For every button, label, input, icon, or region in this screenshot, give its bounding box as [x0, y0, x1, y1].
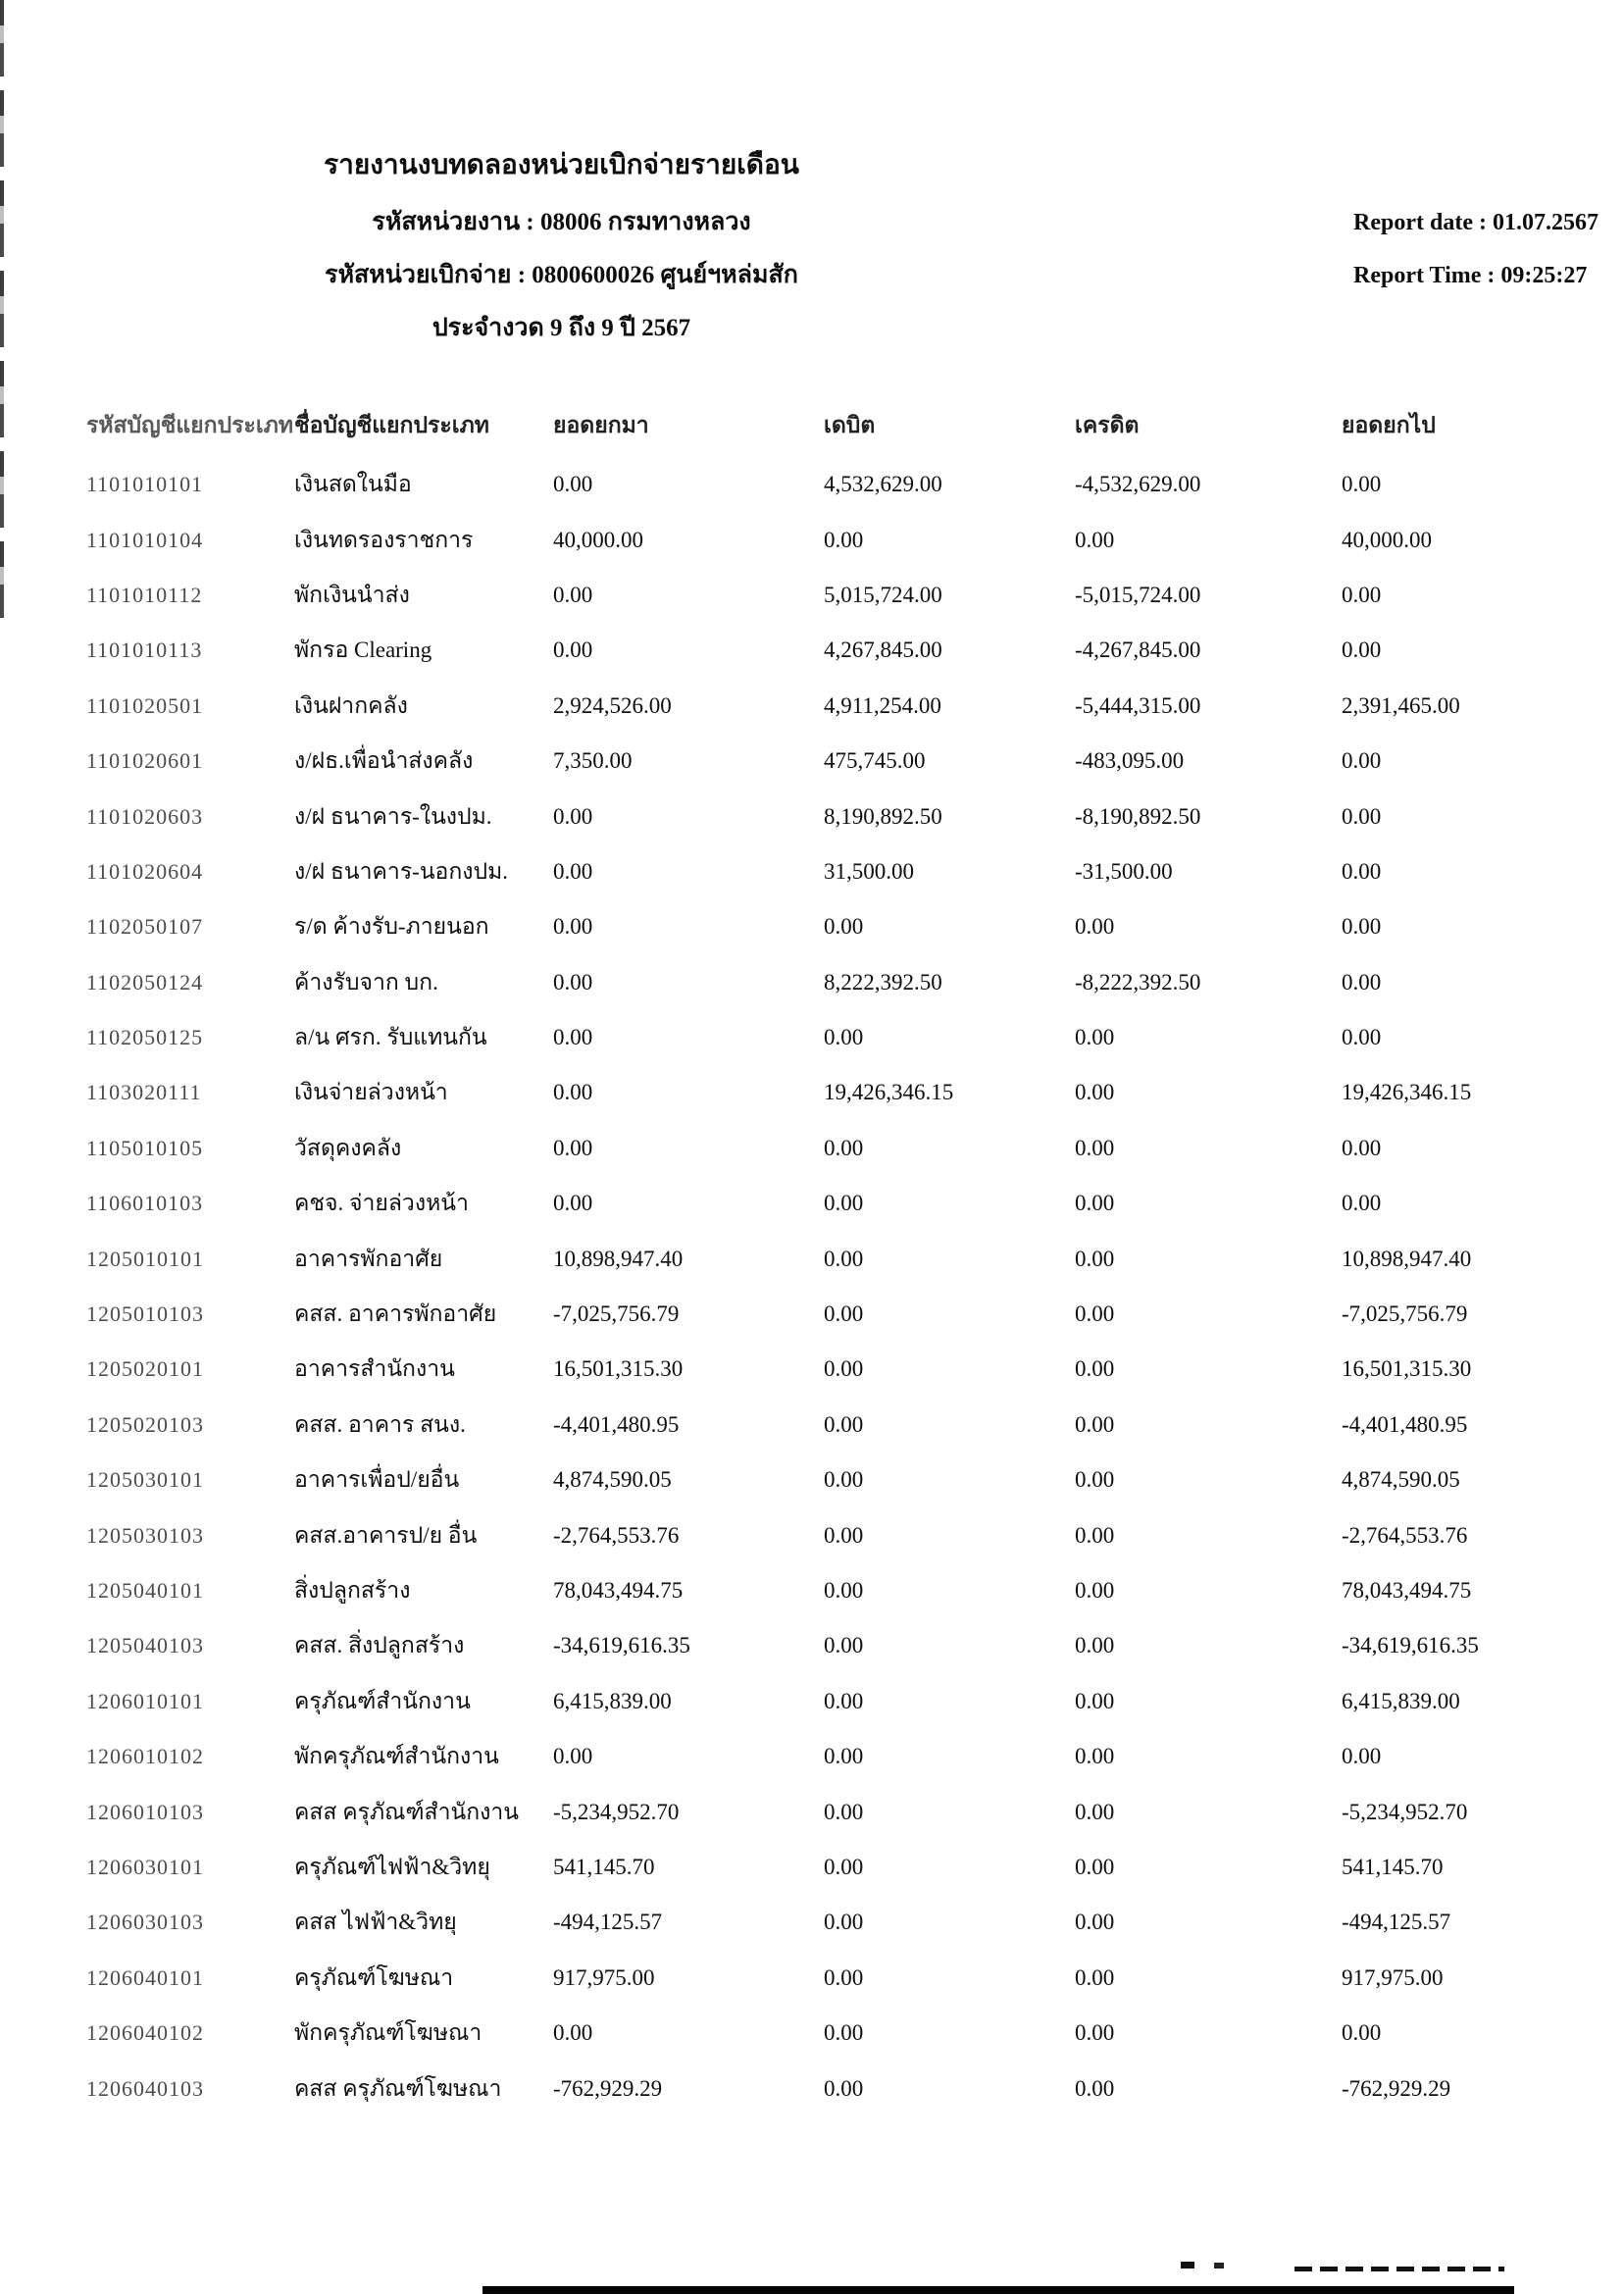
debit-cell: 0.00: [824, 1135, 864, 1160]
credit-cell: 0.00: [1075, 1191, 1115, 1216]
account-code-cell: 1101020604: [86, 858, 204, 884]
credit-cell: 0.00: [1075, 2075, 1115, 2101]
debit-cell: 0.00: [824, 1025, 864, 1050]
column-header: ชื่อบัญชีแยกประเภท: [294, 413, 489, 437]
account-code-cell: 1102050107: [86, 914, 204, 940]
account-name-cell: พักครุภัณฑ์สำนักงาน: [294, 1744, 499, 1769]
carried-forward-cell: -4,401,480.95: [1342, 1411, 1468, 1437]
brought-forward-cell: 0.00: [553, 472, 593, 497]
debit-cell: 0.00: [824, 1301, 864, 1327]
account-name-cell: อาคารเพื่อป/ยอื่น: [294, 1467, 460, 1493]
account-name-cell: เงินทดรองราชการ: [294, 527, 474, 552]
table-row: [86, 1342, 1577, 1397]
account-code-cell: 1101010112: [86, 582, 203, 607]
brought-forward-cell: 0.00: [553, 1025, 593, 1050]
carried-forward-cell: -762,929.29: [1342, 2075, 1451, 2101]
credit-cell: -4,267,845.00: [1075, 637, 1201, 663]
carried-forward-cell: -2,764,553.76: [1342, 1522, 1468, 1548]
carried-forward-cell: 0.00: [1342, 1744, 1382, 1769]
debit-cell: 0.00: [824, 1246, 864, 1271]
brought-forward-cell: -2,764,553.76: [553, 1522, 680, 1548]
debit-cell: 5,015,724.00: [824, 582, 942, 607]
debit-cell: 19,426,346.15: [824, 1080, 954, 1105]
account-name-cell: พักรอ Clearing: [294, 637, 432, 663]
carried-forward-cell: 917,975.00: [1342, 1964, 1444, 1990]
carried-forward-cell: 0.00: [1342, 582, 1382, 607]
table-row: [86, 1563, 1577, 1618]
carried-forward-cell: 10,898,947.40: [1342, 1246, 1472, 1271]
credit-cell: -8,222,392.50: [1075, 969, 1201, 994]
account-code-cell: 1205030101: [86, 1467, 204, 1493]
account-code-cell: 1206040101: [86, 1964, 204, 1990]
account-name-cell: คสส ครุภัณฑ์โฆษณา: [294, 2075, 502, 2101]
brought-forward-cell: 40,000.00: [553, 527, 643, 552]
debit-cell: 31,500.00: [824, 858, 914, 884]
account-name-cell: วัสดุคงคลัง: [294, 1135, 402, 1160]
credit-cell: 0.00: [1075, 1799, 1115, 1824]
carried-forward-cell: 2,391,465.00: [1342, 692, 1460, 718]
scan-artifact-speck: [1214, 2263, 1224, 2269]
account-code-cell: 1205040101: [86, 1578, 204, 1603]
account-name-cell: คสส ไฟฟ้า&วิทยุ: [294, 1910, 457, 1935]
account-code-cell: 1102050125: [86, 1025, 204, 1050]
credit-cell: 0.00: [1075, 1964, 1115, 1990]
account-code-cell: 1205010101: [86, 1246, 204, 1271]
debit-cell: 0.00: [824, 527, 864, 552]
credit-cell: -5,444,315.00: [1075, 692, 1201, 718]
table-row: [86, 1121, 1577, 1176]
table-row: [86, 899, 1577, 954]
table-header-row: [86, 394, 1577, 457]
column-header: เครดิต: [1075, 413, 1140, 437]
table-row: [86, 955, 1577, 1010]
table-row: [86, 1840, 1577, 1895]
account-code-cell: 1205020101: [86, 1356, 204, 1382]
table-row: [86, 1729, 1577, 1784]
debit-cell: 0.00: [824, 1467, 864, 1493]
account-code-cell: 1206010103: [86, 1799, 204, 1824]
account-code-cell: 1206010101: [86, 1688, 204, 1713]
debit-cell: 475,745.00: [824, 748, 926, 774]
brought-forward-cell: 541,145.70: [553, 1854, 655, 1879]
account-name-cell: ครุภัณฑ์โฆษณา: [294, 1964, 454, 1990]
credit-cell: 0.00: [1075, 1467, 1115, 1493]
brought-forward-cell: -494,125.57: [553, 1910, 663, 1935]
brought-forward-cell: 0.00: [553, 1135, 593, 1160]
carried-forward-cell: 0.00: [1342, 1191, 1382, 1216]
credit-cell: 0.00: [1075, 1633, 1115, 1658]
account-name-cell: ครุภัณฑ์สำนักงาน: [294, 1688, 471, 1713]
account-code-cell: 1106010103: [86, 1191, 204, 1216]
account-code-cell: 1101020601: [86, 748, 204, 774]
brought-forward-cell: -5,234,952.70: [553, 1799, 680, 1824]
debit-cell: 4,911,254.00: [824, 692, 941, 718]
account-name-cell: คสส. อาคารพักอาศัย: [294, 1301, 497, 1327]
brought-forward-cell: 0.00: [553, 803, 593, 829]
table-row: [86, 457, 1577, 512]
account-name-cell: คสส. อาคาร สนง.: [294, 1411, 466, 1437]
carried-forward-cell: -34,619,616.35: [1342, 1633, 1479, 1658]
account-name-cell: ง/ฝ ธนาคาร-ในงปม.: [294, 803, 492, 829]
brought-forward-cell: 7,350.00: [553, 748, 633, 774]
table-row: [86, 1176, 1577, 1231]
debit-cell: 4,532,629.00: [824, 472, 942, 497]
carried-forward-cell: -7,025,756.79: [1342, 1301, 1468, 1327]
brought-forward-cell: 4,874,590.05: [553, 1467, 672, 1493]
carried-forward-cell: 0.00: [1342, 2020, 1382, 2046]
debit-cell: 0.00: [824, 1910, 864, 1935]
table-row: [86, 512, 1577, 567]
account-code-cell: 1206040102: [86, 2020, 204, 2046]
account-code-cell: 1205010103: [86, 1301, 204, 1327]
credit-cell: -8,190,892.50: [1075, 803, 1201, 829]
credit-cell: 0.00: [1075, 1744, 1115, 1769]
credit-cell: 0.00: [1075, 1854, 1115, 1879]
carried-forward-cell: 40,000.00: [1342, 527, 1432, 552]
account-code-cell: 1205030103: [86, 1522, 204, 1548]
credit-cell: -5,015,724.00: [1075, 582, 1201, 607]
debit-cell: 0.00: [824, 1356, 864, 1382]
column-header: ยอดยกมา: [553, 413, 649, 437]
carried-forward-cell: 541,145.70: [1342, 1854, 1444, 1879]
table-row: [86, 2061, 1577, 2116]
credit-cell: -31,500.00: [1075, 858, 1173, 884]
table-row: [86, 1507, 1577, 1562]
account-name-cell: ง/ฝ ธนาคาร-นอกงปม.: [294, 858, 509, 884]
table-row: [86, 1065, 1577, 1120]
report-agency-line: รหัสหน่วยงาน : 08006 กรมทางหลวง: [372, 209, 751, 235]
table-row: [86, 623, 1577, 678]
brought-forward-cell: 78,043,494.75: [553, 1578, 684, 1603]
report-period-line: ประจำงวด 9 ถึง 9 ปี 2567: [431, 315, 691, 341]
table-body: [86, 457, 1577, 2116]
account-name-cell: เงินฝากคลัง: [294, 692, 408, 718]
credit-cell: 0.00: [1075, 1411, 1115, 1437]
account-name-cell: ค้างรับจาก บก.: [294, 969, 438, 994]
brought-forward-cell: -34,619,616.35: [553, 1633, 690, 1658]
debit-cell: 0.00: [824, 914, 864, 940]
scan-artifact-bottom-bar: [482, 2286, 1514, 2294]
account-name-cell: ล/น ศรก. รับแทนกัน: [294, 1025, 487, 1050]
table-row: [86, 734, 1577, 789]
credit-cell: 0.00: [1075, 527, 1115, 552]
table-row: [86, 1398, 1577, 1453]
credit-cell: -483,095.00: [1075, 748, 1185, 774]
account-name-cell: คสส.อาคารป/ย อื่น: [294, 1522, 478, 1548]
debit-cell: 0.00: [824, 1799, 864, 1824]
account-code-cell: 1205020103: [86, 1411, 204, 1437]
carried-forward-cell: 0.00: [1342, 914, 1382, 940]
brought-forward-cell: 0.00: [553, 858, 593, 884]
table-row: [86, 1231, 1577, 1286]
brought-forward-cell: 16,501,315.30: [553, 1356, 684, 1382]
scan-artifact-speck: [1181, 2262, 1194, 2269]
account-name-cell: เงินสดในมือ: [294, 472, 412, 497]
account-name-cell: คสส. สิ่งปลูกสร้าง: [294, 1633, 465, 1658]
table-row: [86, 1784, 1577, 1839]
carried-forward-cell: 0.00: [1342, 858, 1382, 884]
account-name-cell: อาคารสำนักงาน: [294, 1356, 455, 1382]
trial-balance-table: [86, 394, 1577, 2116]
table-row: [86, 2006, 1577, 2061]
table-row: [86, 1895, 1577, 1950]
account-name-cell: คสส ครุภัณฑ์สำนักงาน: [294, 1799, 520, 1824]
carried-forward-cell: 78,043,494.75: [1342, 1578, 1472, 1603]
table-row: [86, 1951, 1577, 2006]
carried-forward-cell: 0.00: [1342, 1025, 1382, 1050]
account-code-cell: 1102050124: [86, 969, 204, 994]
credit-cell: -4,532,629.00: [1075, 472, 1201, 497]
credit-cell: 0.00: [1075, 1080, 1115, 1105]
credit-cell: 0.00: [1075, 1301, 1115, 1327]
carried-forward-cell: 16,501,315.30: [1342, 1356, 1472, 1382]
debit-cell: 0.00: [824, 1191, 864, 1216]
debit-cell: 0.00: [824, 1633, 864, 1658]
credit-cell: 0.00: [1075, 914, 1115, 940]
account-name-cell: อาคารพักอาศัย: [294, 1246, 443, 1271]
column-header: เดบิต: [824, 413, 876, 437]
carried-forward-cell: 0.00: [1342, 637, 1382, 663]
brought-forward-cell: 0.00: [553, 582, 593, 607]
carried-forward-cell: 19,426,346.15: [1342, 1080, 1472, 1105]
brought-forward-cell: 0.00: [553, 969, 593, 994]
credit-cell: 0.00: [1075, 1356, 1115, 1382]
credit-cell: 0.00: [1075, 2020, 1115, 2046]
credit-cell: 0.00: [1075, 1025, 1115, 1050]
debit-cell: 4,267,845.00: [824, 637, 942, 663]
brought-forward-cell: 0.00: [553, 1191, 593, 1216]
carried-forward-cell: 6,415,839.00: [1342, 1688, 1460, 1713]
debit-cell: 0.00: [824, 1854, 864, 1879]
account-name-cell: สิ่งปลูกสร้าง: [294, 1578, 411, 1603]
account-name-cell: คชจ. จ่ายล่วงหน้า: [294, 1191, 469, 1216]
brought-forward-cell: 10,898,947.40: [553, 1246, 684, 1271]
account-code-cell: 1105010105: [86, 1135, 204, 1160]
account-code-cell: 1101020501: [86, 692, 204, 718]
account-code-cell: 1101020603: [86, 803, 204, 829]
brought-forward-cell: 917,975.00: [553, 1964, 655, 1990]
carried-forward-cell: 0.00: [1342, 472, 1382, 497]
table-row: [86, 1010, 1577, 1065]
credit-cell: 0.00: [1075, 1135, 1115, 1160]
brought-forward-cell: -762,929.29: [553, 2075, 663, 2101]
account-code-cell: 1205040103: [86, 1633, 204, 1658]
credit-cell: 0.00: [1075, 1910, 1115, 1935]
account-code-cell: 1206010102: [86, 1744, 204, 1769]
carried-forward-cell: -494,125.57: [1342, 1910, 1451, 1935]
account-name-cell: ครุภัณฑ์ไฟฟ้า&วิทยุ: [294, 1854, 490, 1879]
account-code-cell: 1101010104: [86, 527, 204, 552]
account-name-cell: ง/ฝธ.เพื่อนำส่งคลัง: [294, 748, 474, 774]
scan-artifact-speck: [1294, 2267, 1504, 2271]
debit-cell: 0.00: [824, 1578, 864, 1603]
table-row: [86, 1453, 1577, 1507]
carried-forward-cell: 0.00: [1342, 969, 1382, 994]
debit-cell: 0.00: [824, 2020, 864, 2046]
debit-cell: 0.00: [824, 1411, 864, 1437]
account-name-cell: พักครุภัณฑ์โฆษณา: [294, 2020, 482, 2046]
brought-forward-cell: 0.00: [553, 2020, 593, 2046]
table-row: [86, 1287, 1577, 1342]
carried-forward-cell: -5,234,952.70: [1342, 1799, 1468, 1824]
report-date: Report date : 01.07.2567: [1353, 210, 1599, 235]
carried-forward-cell: 0.00: [1342, 748, 1382, 774]
brought-forward-cell: 6,415,839.00: [553, 1688, 672, 1713]
debit-cell: 8,190,892.50: [824, 803, 942, 829]
table-row: [86, 1618, 1577, 1673]
account-code-cell: 1206030101: [86, 1854, 204, 1879]
account-code-cell: 1103020111: [86, 1080, 202, 1105]
brought-forward-cell: 0.00: [553, 914, 593, 940]
carried-forward-cell: 0.00: [1342, 1135, 1382, 1160]
brought-forward-cell: -7,025,756.79: [553, 1301, 680, 1327]
brought-forward-cell: 0.00: [553, 1080, 593, 1105]
debit-cell: 8,222,392.50: [824, 969, 942, 994]
table-row: [86, 844, 1577, 899]
account-name-cell: พักเงินนำส่ง: [294, 582, 410, 607]
credit-cell: 0.00: [1075, 1246, 1115, 1271]
account-code-cell: 1206030103: [86, 1910, 204, 1935]
account-name-cell: ร/ด ค้างรับ-ภายนอก: [294, 914, 489, 940]
table-row: [86, 789, 1577, 843]
table-row: [86, 679, 1577, 734]
account-code-cell: 1101010101: [86, 472, 204, 497]
account-code-cell: 1206040103: [86, 2075, 204, 2101]
report-time: Report Time : 09:25:27: [1353, 263, 1588, 288]
debit-cell: 0.00: [824, 2075, 864, 2101]
report-unit-line: รหัสหน่วยเบิกจ่าย : 0800600026 ศูนย์ฯหล่มสัก: [325, 262, 798, 288]
debit-cell: 0.00: [824, 1744, 864, 1769]
brought-forward-cell: 2,924,526.00: [553, 692, 672, 718]
account-code-cell: 1101010113: [86, 637, 203, 663]
report-title: รายงานงบทดลองหน่วยเบิกจ่ายรายเดือน: [324, 150, 799, 180]
debit-cell: 0.00: [824, 1964, 864, 1990]
brought-forward-cell: 0.00: [553, 637, 593, 663]
debit-cell: 0.00: [824, 1688, 864, 1713]
column-header: ยอดยกไป: [1342, 413, 1436, 437]
credit-cell: 0.00: [1075, 1522, 1115, 1548]
column-header: รหัสบัญชีแยกประเภท: [86, 413, 294, 437]
brought-forward-cell: -4,401,480.95: [553, 1411, 680, 1437]
account-name-cell: เงินจ่ายล่วงหน้า: [294, 1080, 448, 1105]
table-row: [86, 568, 1577, 623]
debit-cell: 0.00: [824, 1522, 864, 1548]
carried-forward-cell: 4,874,590.05: [1342, 1467, 1460, 1493]
credit-cell: 0.00: [1075, 1578, 1115, 1603]
brought-forward-cell: 0.00: [553, 1744, 593, 1769]
carried-forward-cell: 0.00: [1342, 803, 1382, 829]
table-row: [86, 1674, 1577, 1729]
credit-cell: 0.00: [1075, 1688, 1115, 1713]
